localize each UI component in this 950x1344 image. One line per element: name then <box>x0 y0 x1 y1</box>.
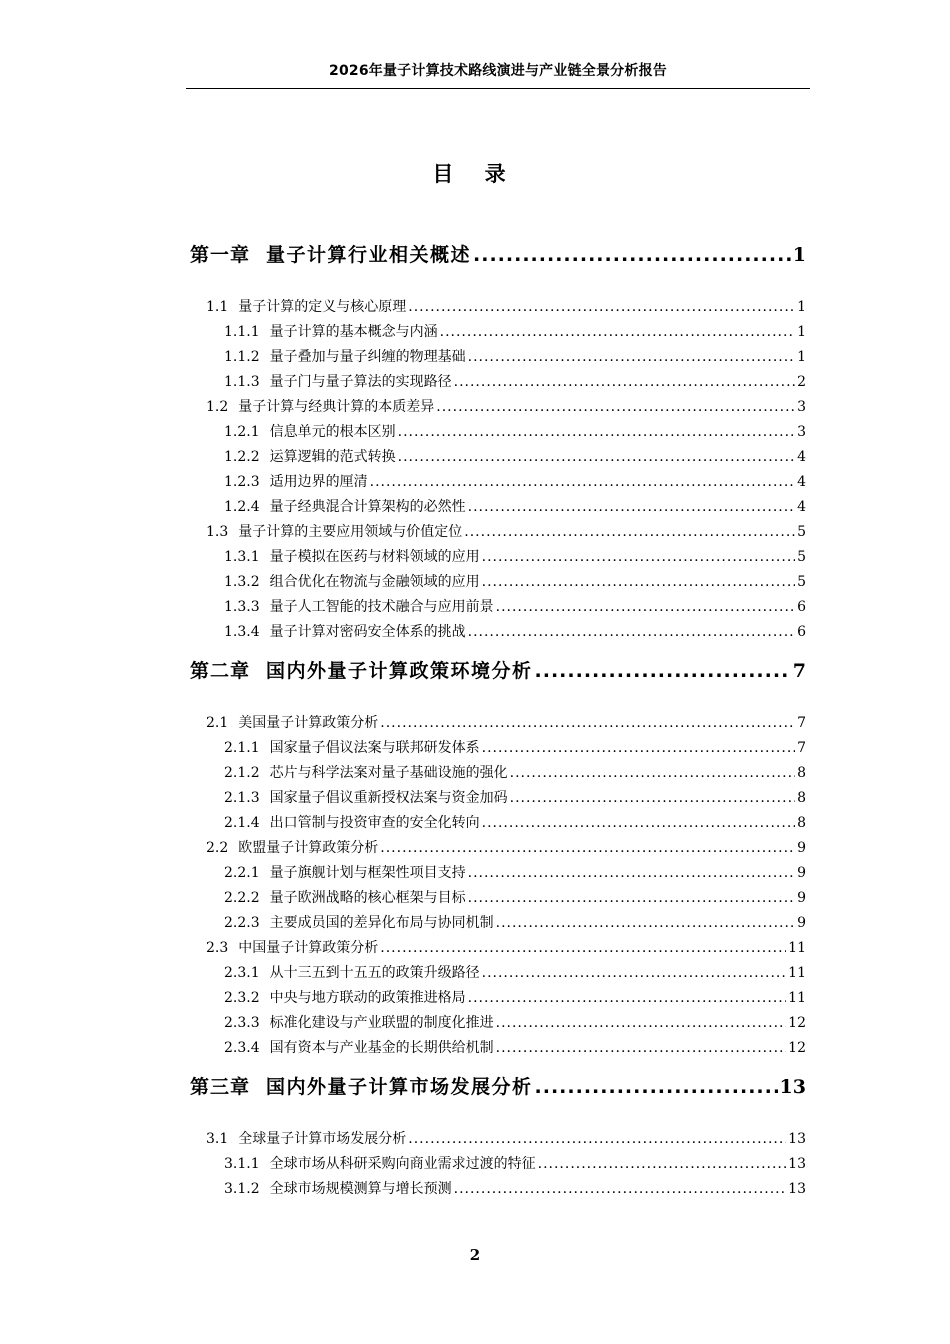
toc-entry-section[interactable] <box>206 396 806 416</box>
toc-leader-dots <box>454 374 795 390</box>
toc-entry-subsection[interactable] <box>224 762 806 782</box>
toc-leader-dots <box>535 660 791 682</box>
toc-entry-label: 量子计算的定义与核心原理 <box>238 299 407 315</box>
toc-leader-dots <box>482 549 795 565</box>
toc-entry-subsection[interactable] <box>224 987 806 1007</box>
toc-entry-label: 运算逻辑的范式转换 <box>269 449 396 465</box>
toc-entry-subsection[interactable] <box>224 962 806 982</box>
toc-entry-page: 9 <box>797 865 806 881</box>
toc-entry-chapter[interactable] <box>190 656 806 683</box>
toc-entry-page: 11 <box>788 940 806 956</box>
toc-entry-page: 6 <box>797 624 806 640</box>
toc-leader-dots <box>496 1015 787 1031</box>
toc-entry-subsection[interactable] <box>224 321 806 341</box>
toc-entry-label: 欧盟量子计算政策分析 <box>238 840 379 856</box>
toc-entry-number: 2.1 <box>206 715 229 731</box>
toc-entry-label: 量子计算行业相关概述 <box>266 244 472 266</box>
toc-leader-dots <box>482 815 795 831</box>
toc-entry-section[interactable] <box>206 837 806 857</box>
toc-leader-dots <box>398 424 795 440</box>
toc-entry-label: 全球市场从科研采购向商业需求过渡的特征 <box>269 1156 536 1172</box>
toc-entry-number: 1.3 <box>206 524 229 540</box>
toc-entry-number: 1.3.1 <box>224 549 260 565</box>
toc-entry-number: 2.2.3 <box>224 915 260 931</box>
toc-entry-page: 11 <box>788 990 806 1006</box>
toc-leader-dots <box>482 965 787 981</box>
toc-entry-number: 1.2.4 <box>224 499 260 515</box>
toc-entry-subsection[interactable] <box>224 1178 806 1198</box>
toc-entry-page: 9 <box>797 840 806 856</box>
toc-entry-subsection[interactable] <box>224 912 806 932</box>
toc-entry-page: 1 <box>792 244 806 266</box>
toc-entry-subsection[interactable] <box>224 496 806 516</box>
toc-entry-label: 从十三五到十五五的政策升级路径 <box>269 965 480 981</box>
toc-entry-number: 2.3.4 <box>224 1040 260 1056</box>
toc-entry-label: 美国量子计算政策分析 <box>238 715 379 731</box>
toc-leader-dots <box>454 1181 787 1197</box>
toc-entry-subsection[interactable] <box>224 621 806 641</box>
toc-entry-page: 3 <box>797 424 806 440</box>
toc-entry-label: 全球市场规模测算与增长预测 <box>269 1181 452 1197</box>
toc-entry-label: 量子旗舰计划与框架性项目支持 <box>269 865 466 881</box>
toc-entry-number: 1.1 <box>206 299 229 315</box>
toc-leader-dots <box>468 865 795 881</box>
toc-entry-label: 组合优化在物流与金融领域的应用 <box>269 574 480 590</box>
toc-entry-label: 出口管制与投资审查的安全化转向 <box>269 815 480 831</box>
toc-entry-page: 7 <box>792 660 806 682</box>
toc-entry-number: 第二章 <box>190 660 251 682</box>
toc-entry-number: 2.3.3 <box>224 1015 260 1031</box>
toc-leader-dots <box>482 574 795 590</box>
toc-leader-dots <box>468 349 795 365</box>
toc-entry-subsection[interactable] <box>224 1037 806 1057</box>
toc-entry-page: 4 <box>797 474 806 490</box>
toc-entry-number: 第一章 <box>190 244 251 266</box>
toc-entry-section[interactable] <box>206 521 806 541</box>
toc-entry-number: 2.1.4 <box>224 815 260 831</box>
toc-entry-label: 信息单元的根本区别 <box>269 424 396 440</box>
toc-entry-number: 2.2.2 <box>224 890 260 906</box>
toc-leader-dots <box>538 1156 787 1172</box>
toc-leader-dots <box>468 499 795 515</box>
toc-entry-number: 1.3.4 <box>224 624 260 640</box>
toc-entry-label: 国家量子倡议重新授权法案与资金加码 <box>269 790 508 806</box>
toc-entry-number: 2.3 <box>206 940 229 956</box>
toc-entry-subsection[interactable] <box>224 812 806 832</box>
toc-entry-page: 5 <box>797 549 806 565</box>
toc-entry-section[interactable] <box>206 712 806 732</box>
toc-entry-number: 1.3.2 <box>224 574 260 590</box>
toc-entry-chapter[interactable] <box>190 1072 806 1099</box>
toc-entry-number: 2.1.3 <box>224 790 260 806</box>
toc-leader-dots <box>468 890 795 906</box>
toc-entry-page: 1 <box>797 324 806 340</box>
toc-entry-page: 13 <box>788 1181 806 1197</box>
toc-entry-number: 1.2.3 <box>224 474 260 490</box>
toc-entry-number: 2.2 <box>206 840 229 856</box>
toc-entry-number: 第三章 <box>190 1076 251 1098</box>
toc-entry-page: 7 <box>797 740 806 756</box>
toc-entry-label: 量子计算的主要应用领域与价值定位 <box>238 524 463 540</box>
toc-entry-label: 量子计算对密码安全体系的挑战 <box>269 624 466 640</box>
toc-entry-number: 1.1.2 <box>224 349 260 365</box>
toc-entry-page: 12 <box>788 1040 806 1056</box>
toc-entry-page: 2 <box>797 374 806 390</box>
toc-entry-number: 3.1.1 <box>224 1156 260 1172</box>
toc-entry-chapter[interactable] <box>190 240 806 267</box>
toc-entry-section[interactable] <box>206 1128 806 1148</box>
toc-entry-number: 1.2.2 <box>224 449 260 465</box>
toc-entry-page: 9 <box>797 890 806 906</box>
toc-entry-section[interactable] <box>206 296 806 316</box>
toc-entry-page: 4 <box>797 499 806 515</box>
toc-entry-subsection[interactable] <box>224 421 806 441</box>
toc-entry-number: 3.1 <box>206 1131 229 1147</box>
toc-leader-dots <box>464 524 795 540</box>
toc-leader-dots <box>468 990 787 1006</box>
toc-entry-label: 国内外量子计算市场发展分析 <box>266 1076 533 1098</box>
toc-entry-number: 3.1.2 <box>224 1181 260 1197</box>
toc-leader-dots <box>510 790 795 806</box>
toc-entry-page: 9 <box>797 915 806 931</box>
toc-entry-page: 8 <box>797 815 806 831</box>
toc-entry-label: 量子模拟在医药与材料领域的应用 <box>269 549 480 565</box>
toc-leader-dots <box>408 299 795 315</box>
toc-entry-label: 量子叠加与量子纠缠的物理基础 <box>269 349 466 365</box>
toc-entry-label: 国内外量子计算政策环境分析 <box>266 660 533 682</box>
toc-entry-subsection[interactable] <box>224 446 806 466</box>
toc-entry-subsection[interactable] <box>224 596 806 616</box>
toc-leader-dots <box>510 765 795 781</box>
toc-entry-label: 全球量子计算市场发展分析 <box>238 1131 407 1147</box>
report-title: 2026年量子计算技术路线演进与产业链全景分析报告 <box>329 63 667 79</box>
toc-entry-label: 量子人工智能的技术融合与应用前景 <box>269 599 494 615</box>
toc-entry-number: 2.2.1 <box>224 865 260 881</box>
toc-entry-number: 1.1.1 <box>224 324 260 340</box>
toc-entry-label: 中央与地方联动的政策推进格局 <box>269 990 466 1006</box>
toc-entry-page: 11 <box>788 965 806 981</box>
toc-entry-page: 8 <box>797 790 806 806</box>
toc-entry-page: 13 <box>788 1156 806 1172</box>
toc-entry-number: 2.1.2 <box>224 765 260 781</box>
toc-entry-page: 7 <box>797 715 806 731</box>
toc-leader-dots <box>482 740 795 756</box>
toc-leader-dots <box>496 599 795 615</box>
toc-entry-subsection[interactable] <box>224 1153 806 1173</box>
toc-entry-number: 1.1.3 <box>224 374 260 390</box>
toc-entry-label: 标准化建设与产业联盟的制度化推进 <box>269 1015 494 1031</box>
toc-entry-label: 量子计算与经典计算的本质差异 <box>238 399 435 415</box>
toc-entry-page: 13 <box>779 1076 806 1098</box>
toc-entry-page: 5 <box>797 574 806 590</box>
toc-entry-page: 4 <box>797 449 806 465</box>
toc-entry-page: 8 <box>797 765 806 781</box>
toc-leader-dots <box>496 1040 787 1056</box>
toc-entry-subsection[interactable] <box>224 862 806 882</box>
toc-leader-dots <box>535 1076 778 1098</box>
toc-entry-label: 量子经典混合计算架构的必然性 <box>269 499 466 515</box>
toc-entry-number: 2.3.1 <box>224 965 260 981</box>
toc-leader-dots <box>380 715 795 731</box>
toc-entry-page: 13 <box>788 1131 806 1147</box>
toc-entry-page: 6 <box>797 599 806 615</box>
toc-entry-subsection[interactable] <box>224 346 806 366</box>
toc-leader-dots <box>380 940 786 956</box>
toc-entry-number: 2.3.2 <box>224 990 260 1006</box>
toc-entry-page: 5 <box>797 524 806 540</box>
toc-leader-dots <box>496 915 795 931</box>
toc-entry-subsection[interactable] <box>224 737 806 757</box>
toc-leader-dots <box>370 474 795 490</box>
toc-entry-section[interactable] <box>206 937 806 957</box>
toc-leader-dots <box>380 840 795 856</box>
toc-entry-label: 量子计算的基本概念与内涵 <box>269 324 438 340</box>
toc-entry-label: 国有资本与产业基金的长期供给机制 <box>269 1040 494 1056</box>
toc-entry-label: 适用边界的厘清 <box>269 474 368 490</box>
toc-entry-number: 1.2 <box>206 399 229 415</box>
toc-leader-dots <box>473 244 791 266</box>
toc-entry-label: 量子欧洲战略的核心框架与目标 <box>269 890 466 906</box>
toc-entry-subsection[interactable] <box>224 571 806 591</box>
toc-leader-dots <box>398 449 795 465</box>
toc-leader-dots <box>468 624 795 640</box>
toc-entry-subsection[interactable] <box>224 471 806 491</box>
running-header <box>186 58 810 89</box>
toc-leader-dots <box>436 399 795 415</box>
toc-entry-label: 中国量子计算政策分析 <box>238 940 379 956</box>
toc-entry-subsection[interactable] <box>224 787 806 807</box>
page-number: 2 <box>469 1246 481 1264</box>
toc-entry-label: 国家量子倡议法案与联邦研发体系 <box>269 740 480 756</box>
toc-heading: 目 录 <box>432 162 518 186</box>
toc-entry-subsection[interactable] <box>224 371 806 391</box>
toc-entry-page: 3 <box>797 399 806 415</box>
toc-leader-dots <box>440 324 795 340</box>
toc-entry-page: 1 <box>797 349 806 365</box>
toc-entry-label: 芯片与科学法案对量子基础设施的强化 <box>269 765 508 781</box>
toc-entry-label: 量子门与量子算法的实现路径 <box>269 374 452 390</box>
toc-entry-number: 1.3.3 <box>224 599 260 615</box>
toc-entry-number: 1.2.1 <box>224 424 260 440</box>
toc-entry-label: 主要成员国的差异化布局与协同机制 <box>269 915 494 931</box>
toc-leader-dots <box>408 1131 786 1147</box>
toc-entry-subsection[interactable] <box>224 1012 806 1032</box>
toc-entry-page: 1 <box>797 299 806 315</box>
toc-entry-page: 12 <box>788 1015 806 1031</box>
toc-entry-subsection[interactable] <box>224 887 806 907</box>
toc-entry-subsection[interactable] <box>224 546 806 566</box>
toc-entry-number: 2.1.1 <box>224 740 260 756</box>
